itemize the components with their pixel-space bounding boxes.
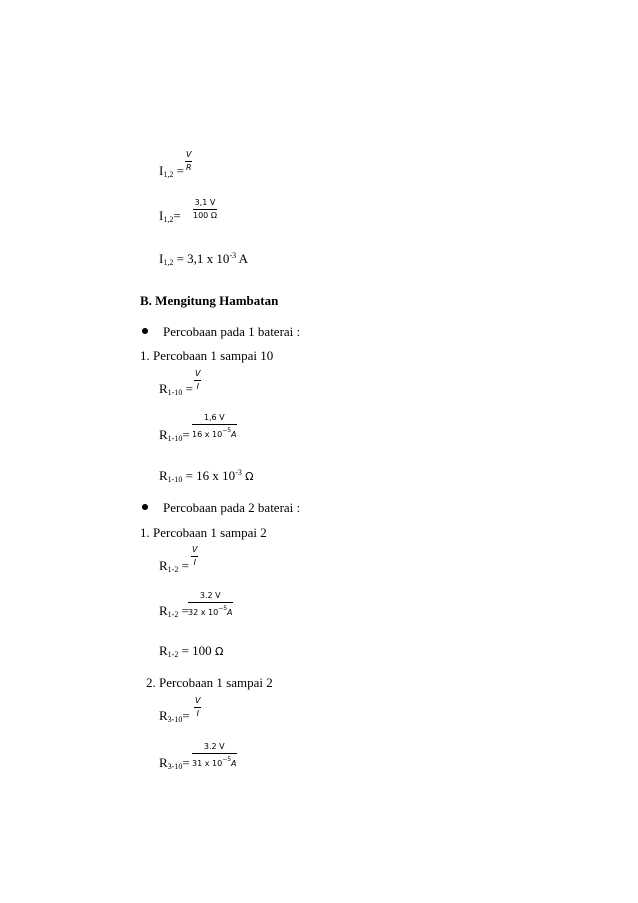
equation-current-result <box>159 248 248 270</box>
equals-sign: = <box>182 755 190 770</box>
subscript: 1-2 <box>167 610 179 619</box>
fraction-resistance-values <box>192 742 237 769</box>
equals-sign: = <box>182 381 193 396</box>
section-heading: B. Mengitung Hambatan <box>140 293 279 308</box>
denominator-exponent: −5 <box>218 605 228 612</box>
fraction-denominator: I <box>196 709 199 718</box>
symbol: R <box>159 643 168 658</box>
denominator-unit: A <box>231 759 237 768</box>
equation-resistance-formula <box>159 708 190 727</box>
bullet-dot <box>142 504 148 510</box>
ohm-symbol: Ω <box>245 470 254 483</box>
subscript: 1,2 <box>163 258 174 267</box>
fraction-numerator: V <box>191 545 198 557</box>
exponent: -3 <box>235 468 242 477</box>
symbol: I <box>159 163 164 178</box>
fraction-denominator: I <box>196 382 199 391</box>
result-value: = 3,1 x 10 <box>173 251 230 266</box>
unit: A <box>236 251 249 266</box>
fraction-v-over-i <box>191 545 198 568</box>
subscript: 1,2 <box>163 215 174 224</box>
equals-sign: = <box>178 603 189 618</box>
fraction-denominator: R <box>185 163 192 172</box>
subscript: 1-10 <box>167 388 183 397</box>
subscript: 3-10 <box>167 715 183 724</box>
fraction-current-values <box>193 198 217 221</box>
fraction-numerator: V <box>185 150 192 162</box>
subscript: 1,2 <box>163 170 174 179</box>
equals-sign: = <box>173 208 181 223</box>
equation-resistance-result <box>159 465 254 487</box>
equation-resistance-formula <box>159 381 193 400</box>
subscript: 1-10 <box>167 434 183 443</box>
denominator-exponent: −5 <box>222 427 232 434</box>
equals-sign: = <box>178 558 189 573</box>
equation-resistance-formula <box>159 558 189 577</box>
subscript: 1-2 <box>167 650 179 659</box>
denominator-mantissa: 31 x 10 <box>192 759 223 768</box>
list-item: 1. Percobaan 1 sampai 10 <box>140 348 274 363</box>
equation-current-substitution <box>159 208 181 227</box>
subscript: 1-2 <box>167 565 179 574</box>
fraction-numerator: V <box>194 696 201 708</box>
fraction-numerator: 3,1 V <box>193 198 217 210</box>
symbol: R <box>159 603 168 618</box>
exponent: -3 <box>229 251 237 260</box>
fraction-v-over-i <box>194 369 201 392</box>
list-item: 2. Percobaan 1 sampai 2 <box>146 675 273 690</box>
list-item: 1. Percobaan 1 sampai 2 <box>140 525 267 540</box>
symbol: I <box>159 208 164 223</box>
symbol: I <box>159 251 164 266</box>
bullet-text: Percobaan pada 1 baterai : <box>163 324 301 339</box>
equation-resistance-substitution <box>159 755 190 774</box>
denominator-mantissa: 32 x 10 <box>188 608 219 617</box>
symbol: R <box>159 708 168 723</box>
equation-current-formula <box>159 163 184 182</box>
fraction-numerator: 3.2 V <box>192 742 237 754</box>
denominator-unit: A <box>231 430 237 439</box>
fraction-resistance-values <box>188 591 233 618</box>
result-value: = 100 <box>178 643 215 658</box>
fraction-numerator: V <box>194 369 201 381</box>
fraction-numerator: 1,6 V <box>192 413 237 425</box>
symbol: R <box>159 755 168 770</box>
symbol: R <box>159 468 168 483</box>
denominator-unit: A <box>227 608 233 617</box>
denominator-mantissa: 16 x 10 <box>192 430 223 439</box>
fraction-denominator <box>192 425 237 440</box>
bullet-dot <box>142 328 148 334</box>
fraction-denominator <box>192 754 237 769</box>
denominator-exponent: −5 <box>222 756 232 763</box>
equals-sign: = <box>173 163 184 178</box>
result-value: = 16 x 10 <box>182 468 236 483</box>
equation-resistance-substitution <box>159 603 189 622</box>
bullet-text: Percobaan pada 2 baterai : <box>163 500 301 515</box>
fraction-resistance-values <box>192 413 237 440</box>
subscript: 1-10 <box>167 475 183 484</box>
fraction-denominator: 100 Ω <box>193 211 217 220</box>
fraction-v-over-r <box>185 150 192 173</box>
fraction-numerator: 3.2 V <box>188 591 233 603</box>
fraction-denominator <box>188 603 233 618</box>
subscript: 3-10 <box>167 762 183 771</box>
fraction-v-over-i <box>194 696 201 719</box>
symbol: R <box>159 381 168 396</box>
equation-resistance-result <box>159 643 223 662</box>
equals-sign: = <box>182 708 190 723</box>
ohm-symbol: Ω <box>214 645 224 658</box>
equals-sign: = <box>182 427 190 442</box>
equation-resistance-substitution <box>159 427 190 446</box>
fraction-denominator: I <box>193 558 196 567</box>
symbol: R <box>159 558 168 573</box>
symbol: R <box>159 427 168 442</box>
